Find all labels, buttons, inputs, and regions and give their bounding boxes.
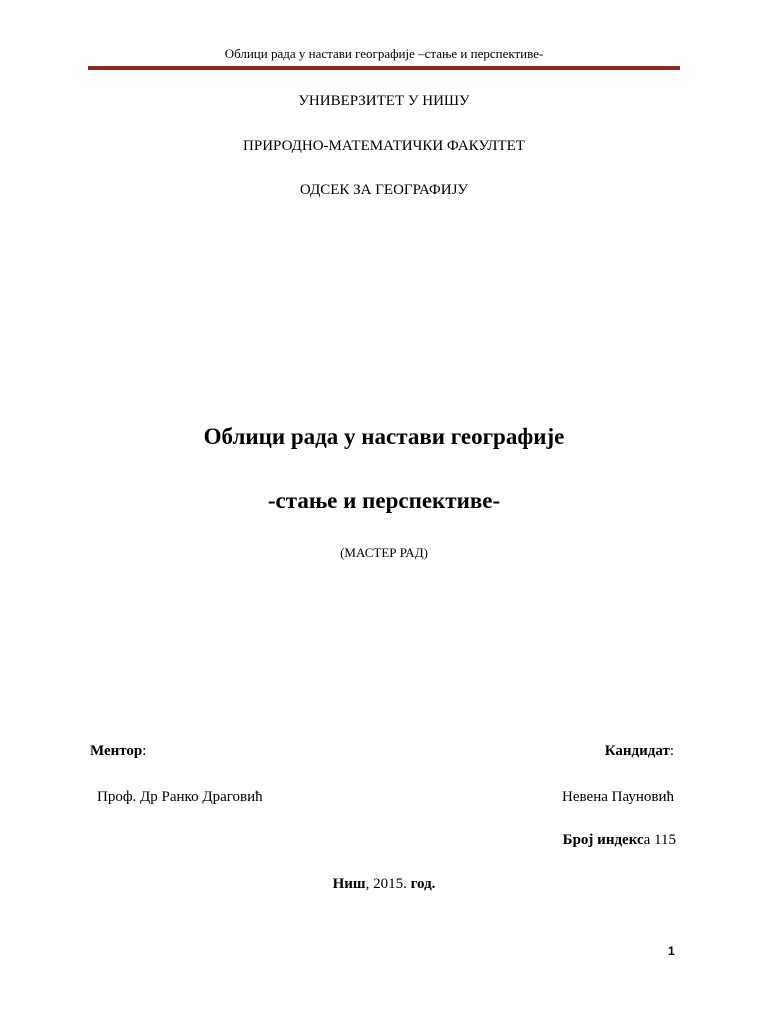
faculty-name: ПРИРОДНО-МАТЕМАТИЧКИ ФАКУЛТЕТ [243, 138, 525, 154]
mentor-label-line [90, 743, 146, 760]
candidate-name: Невена Пауновић [562, 789, 674, 805]
index-number-line [563, 832, 676, 849]
candidate-label: Кандидат [604, 743, 670, 759]
place-date-line [0, 876, 768, 893]
page-number: 1 [668, 944, 675, 958]
mentor-name: Проф. Др Ранко Драговић [97, 789, 263, 805]
candidate-colon: : [669, 743, 674, 759]
document-type: (МАСТЕР РАД) [340, 545, 428, 560]
running-header: Облици рада у настави географије –стање и перспективе- [224, 46, 544, 61]
document-title: Облици рада у настави географије [203, 424, 565, 449]
index-label: Број индекс [562, 832, 644, 848]
candidate-label-line [605, 743, 674, 760]
department-name: ОДСЕК ЗА ГЕОГРАФИЈУ [299, 182, 469, 198]
index-value: а 115 [643, 832, 676, 848]
place-god: год. [406, 876, 436, 892]
mentor-label: Ментор [90, 743, 143, 759]
header-rule [88, 66, 680, 70]
place-year: , 2015. [365, 876, 407, 892]
place-city: Ниш [332, 876, 366, 892]
mentor-colon: : [142, 743, 147, 759]
document-subtitle: -стање и перспективе- [267, 488, 501, 513]
university-name: УНИВЕРЗИТЕТ У НИШУ [298, 93, 470, 109]
